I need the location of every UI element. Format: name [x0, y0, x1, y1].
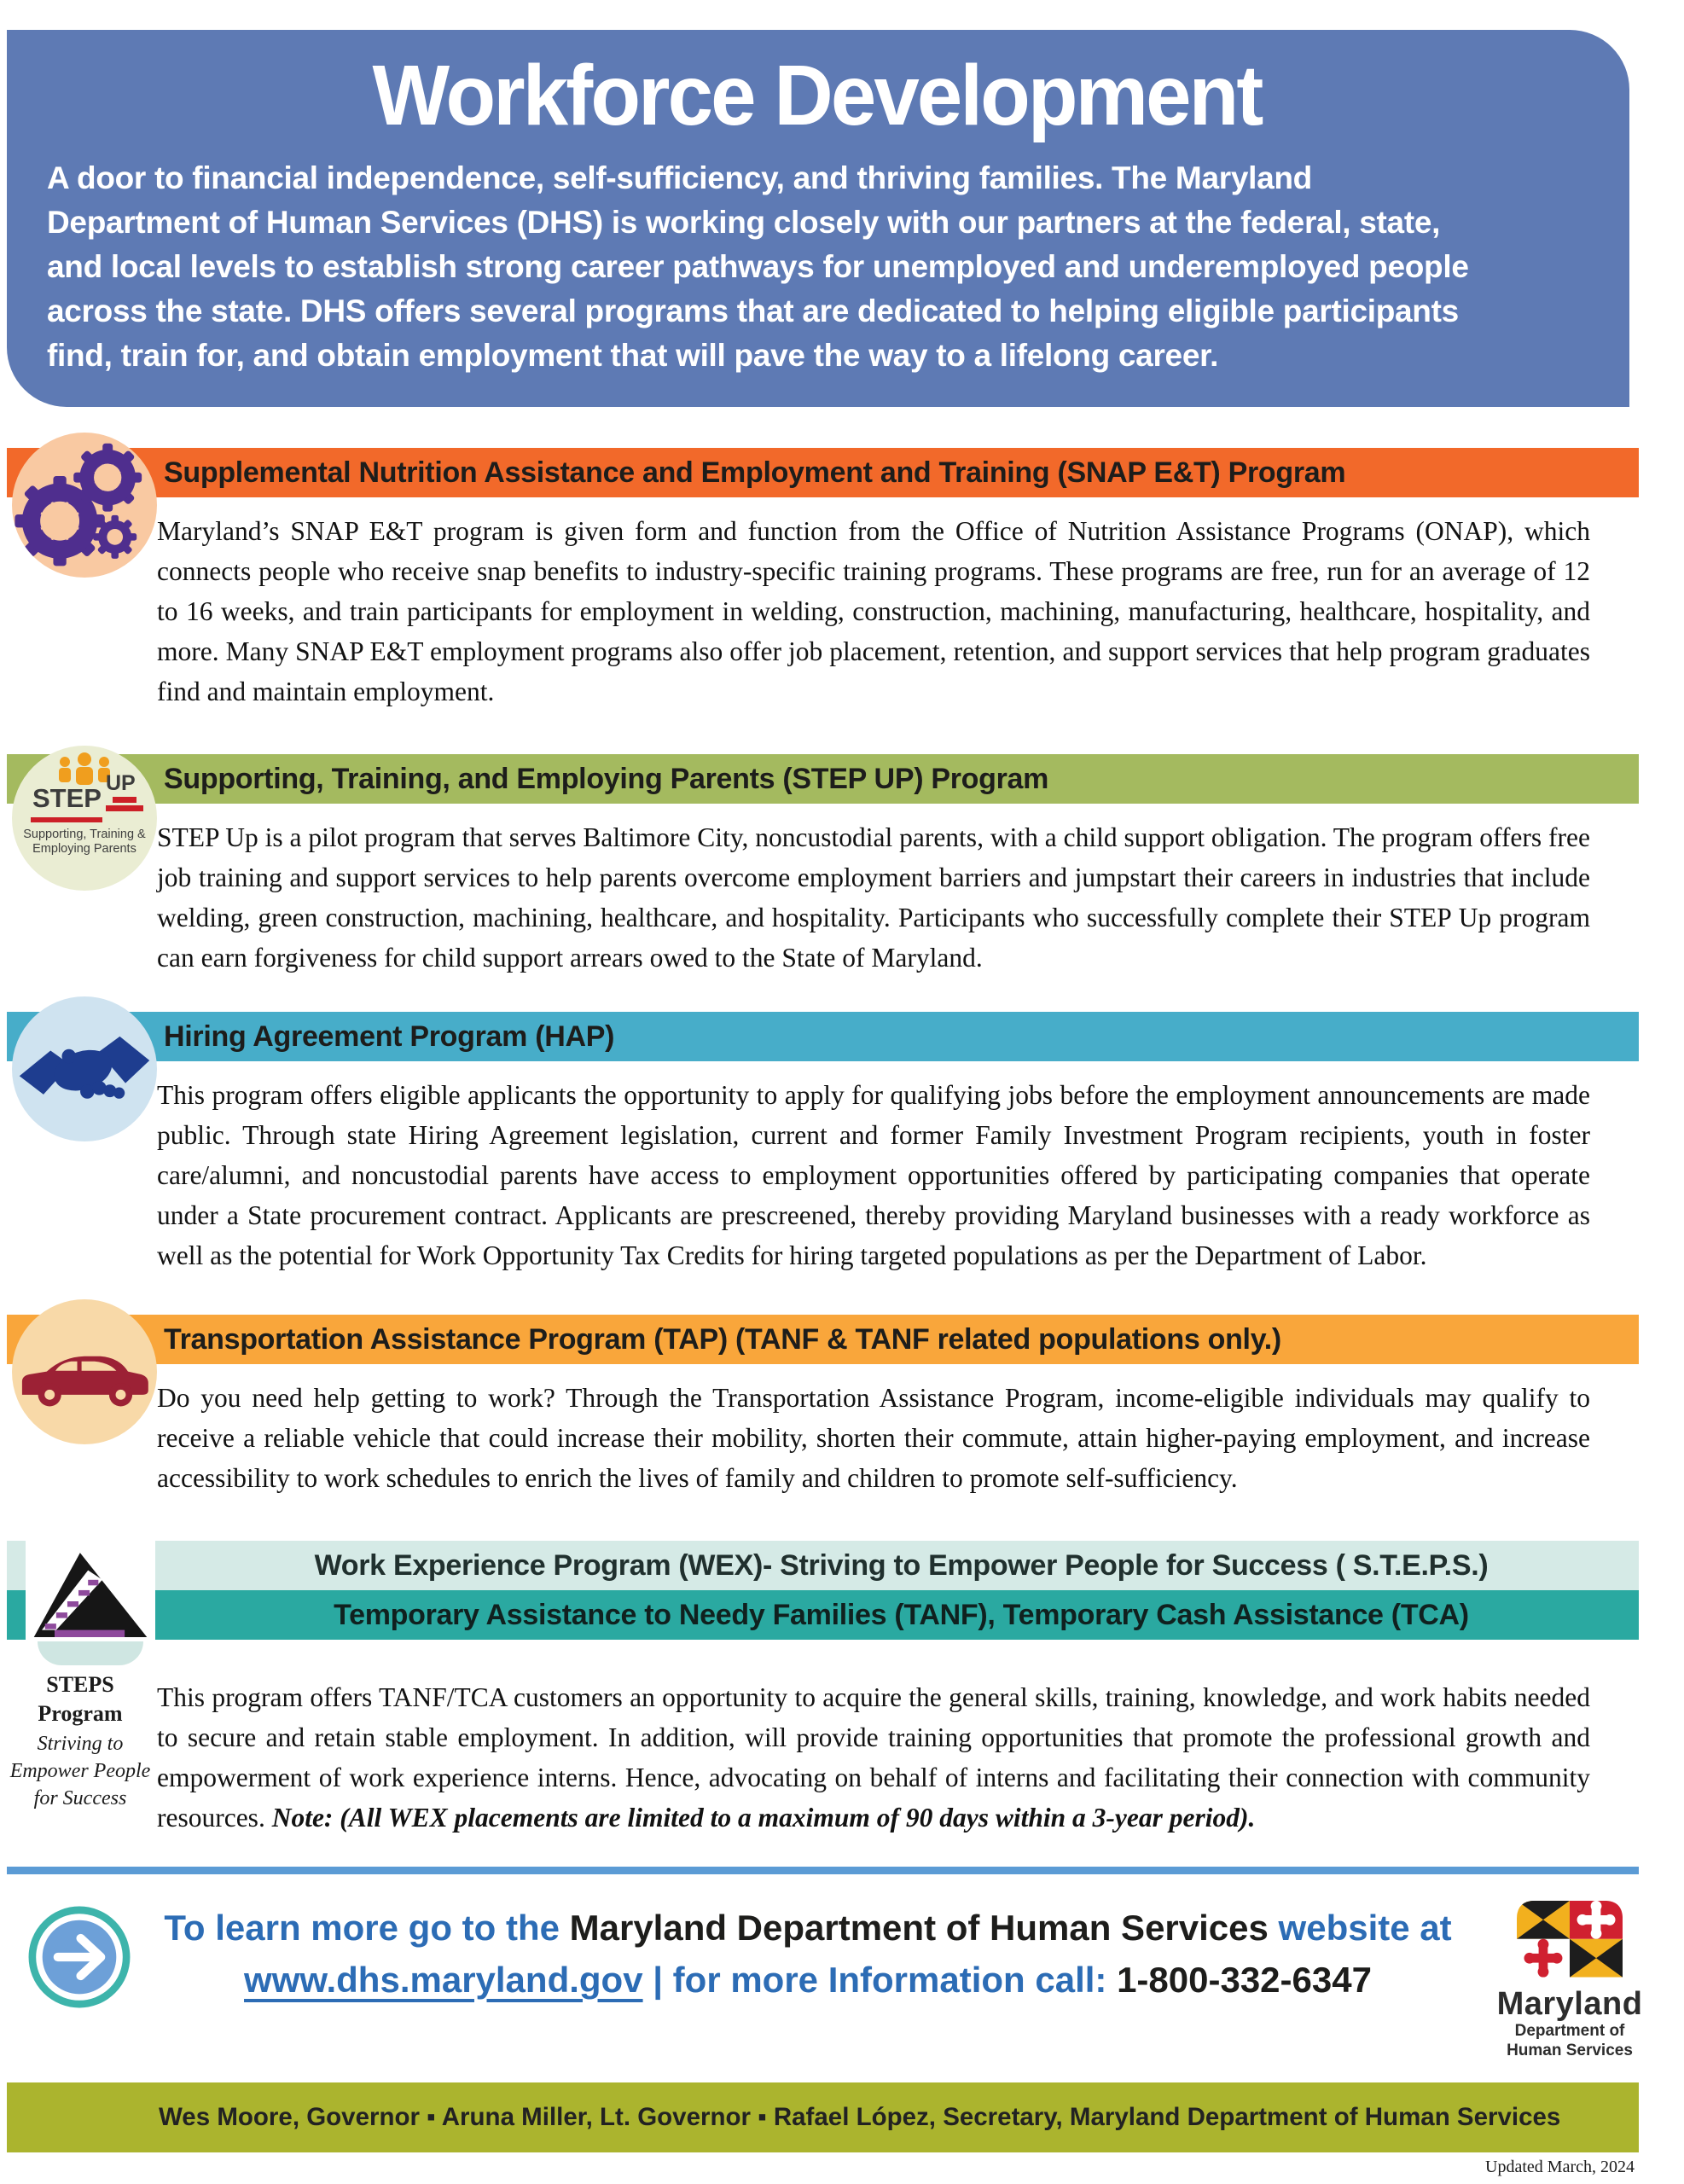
learn-more-text — [136, 1902, 1479, 2006]
step-up-logo-icon — [12, 746, 157, 891]
call-text: for more Information call: — [672, 1960, 1118, 2000]
footer — [0, 1867, 1684, 2184]
logo-dept — [1479, 2021, 1660, 2060]
handshake-icon — [12, 996, 157, 1141]
section-body: STEP Up is a pilot program that serves Baltimore City, noncustodial parents, with a child support obligation. The program offers free job training and support services to help parents overcome employment barriers and jumpstart their careers in industries that include welding, green construction, machining, healthcare, and hospitality. Participants who successfully complete their STEP Up program can earn forgiveness for child support arrears owed to the State of Maryland. — [157, 822, 1590, 973]
arrow-circle-icon — [26, 1903, 136, 2015]
steps-caption-sub: Striving to Empower People for Success — [9, 1733, 151, 1809]
section-title: Hiring Agreement Program (HAP) — [164, 1019, 615, 1053]
intro-line: Department of Human Services (DHS) is working closely with our partners at the federal, state, — [47, 205, 1441, 240]
up-word: UP — [106, 771, 136, 795]
tanf-title: Temporary Assistance to Needy Families (TANF), Temporary Cash Assistance (TCA) — [334, 1598, 1469, 1631]
wex-body-text: This program offers TANF/TCA customers an opportunity to acquire the general skills, training, knowledge, and work habits needed to secure and retain stable employment. In addition, will provide training opportunities that promote the professional growth and empowerment of work experience interns. Hence, advocating on behalf of interns and facilitating their connection with community resources. — [157, 1682, 1590, 1833]
intro-line: across the state. DHS offers several programs that are dedicated to helping eligible participants — [47, 293, 1459, 328]
section-header-bar — [7, 1012, 1639, 1061]
maryland-flag-icon — [1506, 1890, 1634, 1981]
updated-date: Updated March, 2024 — [1485, 2158, 1635, 2176]
intro-line: and local levels to establish strong career pathways for unemployed and underemployed people — [47, 249, 1469, 284]
section-tap — [0, 1315, 1684, 1498]
section-title: Supporting, Training, and Employing Parents (STEP UP) Program — [164, 762, 1049, 795]
maryland-dhs-logo — [1479, 1890, 1660, 2060]
intro-line: A door to financial independence, self-sufficiency, and thriving families. The Maryland — [47, 160, 1312, 195]
wex-header-bar — [7, 1541, 1639, 1590]
logo-dept-line2: Human Services — [1507, 2042, 1633, 2059]
dhs-name: Maryland Department of Human Services — [569, 1908, 1269, 1948]
section-hap — [0, 1012, 1684, 1275]
learn-more-line2 — [136, 1954, 1479, 2006]
page-title: Workforce Development — [372, 48, 1262, 143]
tanf-header-bar — [7, 1590, 1639, 1640]
learn-more-pre: To learn more go to the — [164, 1908, 570, 1948]
learn-more-line1 — [136, 1902, 1479, 1954]
header-banner — [7, 30, 1629, 407]
phone-number: 1-800-332-6347 — [1117, 1960, 1372, 2000]
section-title: Transportation Assistance Program (TAP) (TANF & TANF related populations only.) — [164, 1322, 1281, 1356]
car-icon — [12, 1299, 157, 1444]
dhs-website-link[interactable]: www.dhs.maryland.gov — [244, 1960, 643, 2000]
intro-paragraph — [47, 156, 1587, 378]
intro-line: find, train for, and obtain employment that will pave the way to a lifelong career. — [47, 338, 1219, 373]
section-step-up — [0, 754, 1684, 978]
steps-caption — [7, 1670, 154, 1812]
logo-dept-line1: Department of — [1514, 2022, 1625, 2040]
section-header-bar — [7, 1315, 1639, 1364]
step-up-caption: Supporting, Training & Employing Parents — [23, 828, 146, 856]
section-body: This program offers eligible applicants the opportunity to apply for qualifying jobs before the employment announcements are made public. Through state Hiring Agreement legislation, current and former Family Investment Program recipients, youth in foster care/alumni, and noncustodial parents have access to employment opportunities offered by participating companies that operate under a State procurement contract. Applicants are prescreened, thereby providing Maryland businesses with a ready workforce as well as the potential for Work Opportunity Tax Credits for hiring targeted populations as per the Department of Labor. — [157, 1080, 1590, 1270]
governors-bar — [7, 2082, 1639, 2152]
learn-more-post: website at — [1268, 1908, 1452, 1948]
steps-icon-base — [38, 1641, 143, 1665]
logo-name: Maryland — [1496, 1986, 1643, 2022]
step-word: STEP — [32, 783, 102, 813]
section-body: Maryland’s SNAP E&T program is given form and function from the Office of Nutrition Assistance Programs (ONAP), which connects people who receive snap benefits to industry-specific training programs. These programs are free, run for an average of 12 to 16 weeks, and train participants for employment in welding, construction, machining, manufacturing, healthcare, hospitality, and more. Many SNAP E&T employment programs also offer job placement, retention, and support services that help program graduates find and maintain employment. — [157, 516, 1590, 706]
section-snap-et — [0, 448, 1684, 712]
steps-caption-title: STEPS Program — [38, 1672, 123, 1726]
separator: | — [642, 1960, 673, 2000]
section-header-bar — [7, 754, 1639, 804]
governors-text: Wes Moore, Governor ▪ Aruna Miller, Lt. Governor ▪ Rafael López, Secretary, Maryland Department of Human Services — [159, 2103, 1561, 2131]
section-header-bar — [7, 448, 1639, 497]
steps-mountain-icon — [26, 1541, 155, 1641]
section-body: Do you need help getting to work? Through the Transportation Assistance Program, income-eligible individuals may qualify to receive a reliable vehicle that could increase their mobility, shorten their commute, attain higher-paying employment, and increase accessibility to work schedules to enrich the lives of family and children to promote self-sufficiency. — [157, 1383, 1590, 1493]
wex-body — [157, 1677, 1590, 1838]
section-wex-steps — [0, 1541, 1684, 1838]
wex-note: Note: (All WEX placements are limited to a maximum of 90 days within a 3-year period). — [271, 1803, 1256, 1833]
gears-icon — [12, 433, 157, 578]
wex-title: Work Experience Program (WEX)- Striving to Empower People for Success ( S.T.E.P.S.) — [314, 1548, 1489, 1582]
red-underline — [31, 817, 102, 822]
divider-line — [7, 1867, 1639, 1874]
section-title: Supplemental Nutrition Assistance and Employment and Training (SNAP E&T) Program — [164, 456, 1346, 489]
